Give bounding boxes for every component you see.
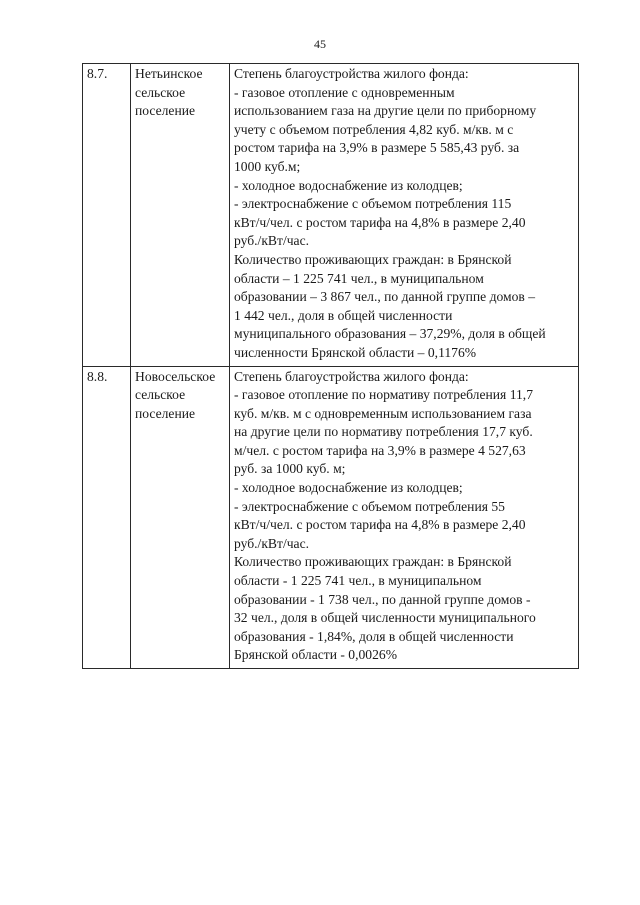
description-line: использованием газа на другие цели по приборному [234,103,537,119]
page-number: 45 [314,37,326,51]
description-line: области - 1 225 741 чел., в муниципальном [234,573,482,589]
description-line: образовании - 1 738 чел., по данной группе домов - [234,591,531,607]
row-number: 8.8. [83,366,131,669]
description-line: на другие цели по нормативу потребления 17,7 куб. [234,424,533,440]
settlement-name-line: поселение [135,405,196,421]
description-line: Степень благоустройства жилого фонда: [234,66,469,81]
description-line: м/чел. с ростом тарифа на 3,9% в размере 4 527,63 [234,442,526,458]
description-line: - холодное водоснабжение из колодцев; [234,480,463,496]
table-row [83,366,579,669]
row-number: 8.7. [83,64,131,367]
description-line: кВт/ч/чел. с ростом тарифа на 4,8% в размере 2,40 [234,214,526,230]
description-line: 1000 куб.м; [234,158,301,174]
settlement-name-line: поселение [135,103,196,119]
housing-description [230,366,579,669]
description-line: кВт/ч/чел. с ростом тарифа на 4,8% в размере 2,40 [234,517,526,533]
description-line: куб. м/кв. м с одновременным использованием газа [234,405,532,421]
description-line: муниципального образования – 37,29%, доля в общей [234,326,546,342]
description-line: численности Брянской области – 0,1176% [234,344,477,360]
table-row [83,64,579,367]
description-line: ростом тарифа на 3,9% в размере 5 585,43 руб. за [234,140,520,156]
description-line: 1 442 чел., доля в общей численности [234,307,453,323]
description-line: учету с объемом потребления 4,82 куб. м/кв. м с [234,121,514,137]
description-line: руб./кВт/час. [234,233,310,249]
description-line: области – 1 225 741 чел., в муниципальном [234,270,484,286]
description-line: - электроснабжение с объемом потребления 55 [234,498,505,514]
description-line: - холодное водоснабжение из колодцев; [234,177,463,193]
description-line: Степень благоустройства жилого фонда: [234,368,469,384]
table-body [83,64,579,669]
settlements-table [82,63,579,669]
settlement-name-line: сельское [135,387,186,403]
description-line: Брянской области - 0,0026% [234,647,398,663]
housing-description [230,64,579,367]
description-line: Количество проживающих граждан: в Брянской [234,554,512,570]
settlement-name-line: сельское [135,84,186,100]
settlement-name [131,64,230,367]
settlement-name-line: Нетьинское [135,66,203,81]
description-line: - газовое отопление по нормативу потребления 11,7 [234,387,533,403]
description-line: - газовое отопление с одновременным [234,84,455,100]
description-line: 32 чел., доля в общей численности муниципального [234,610,536,626]
description-line: образовании – 3 867 чел., по данной группе домов – [234,289,536,305]
description-line: руб. за 1000 куб. м; [234,461,346,477]
settlement-name [131,366,230,669]
description-line: руб./кВт/час. [234,535,310,551]
description-line: Количество проживающих граждан: в Брянской [234,251,512,267]
description-line: - электроснабжение с объемом потребления 115 [234,196,512,212]
settlement-name-line: Новосельское [135,368,216,384]
description-line: образования - 1,84%, доля в общей численности [234,628,514,644]
